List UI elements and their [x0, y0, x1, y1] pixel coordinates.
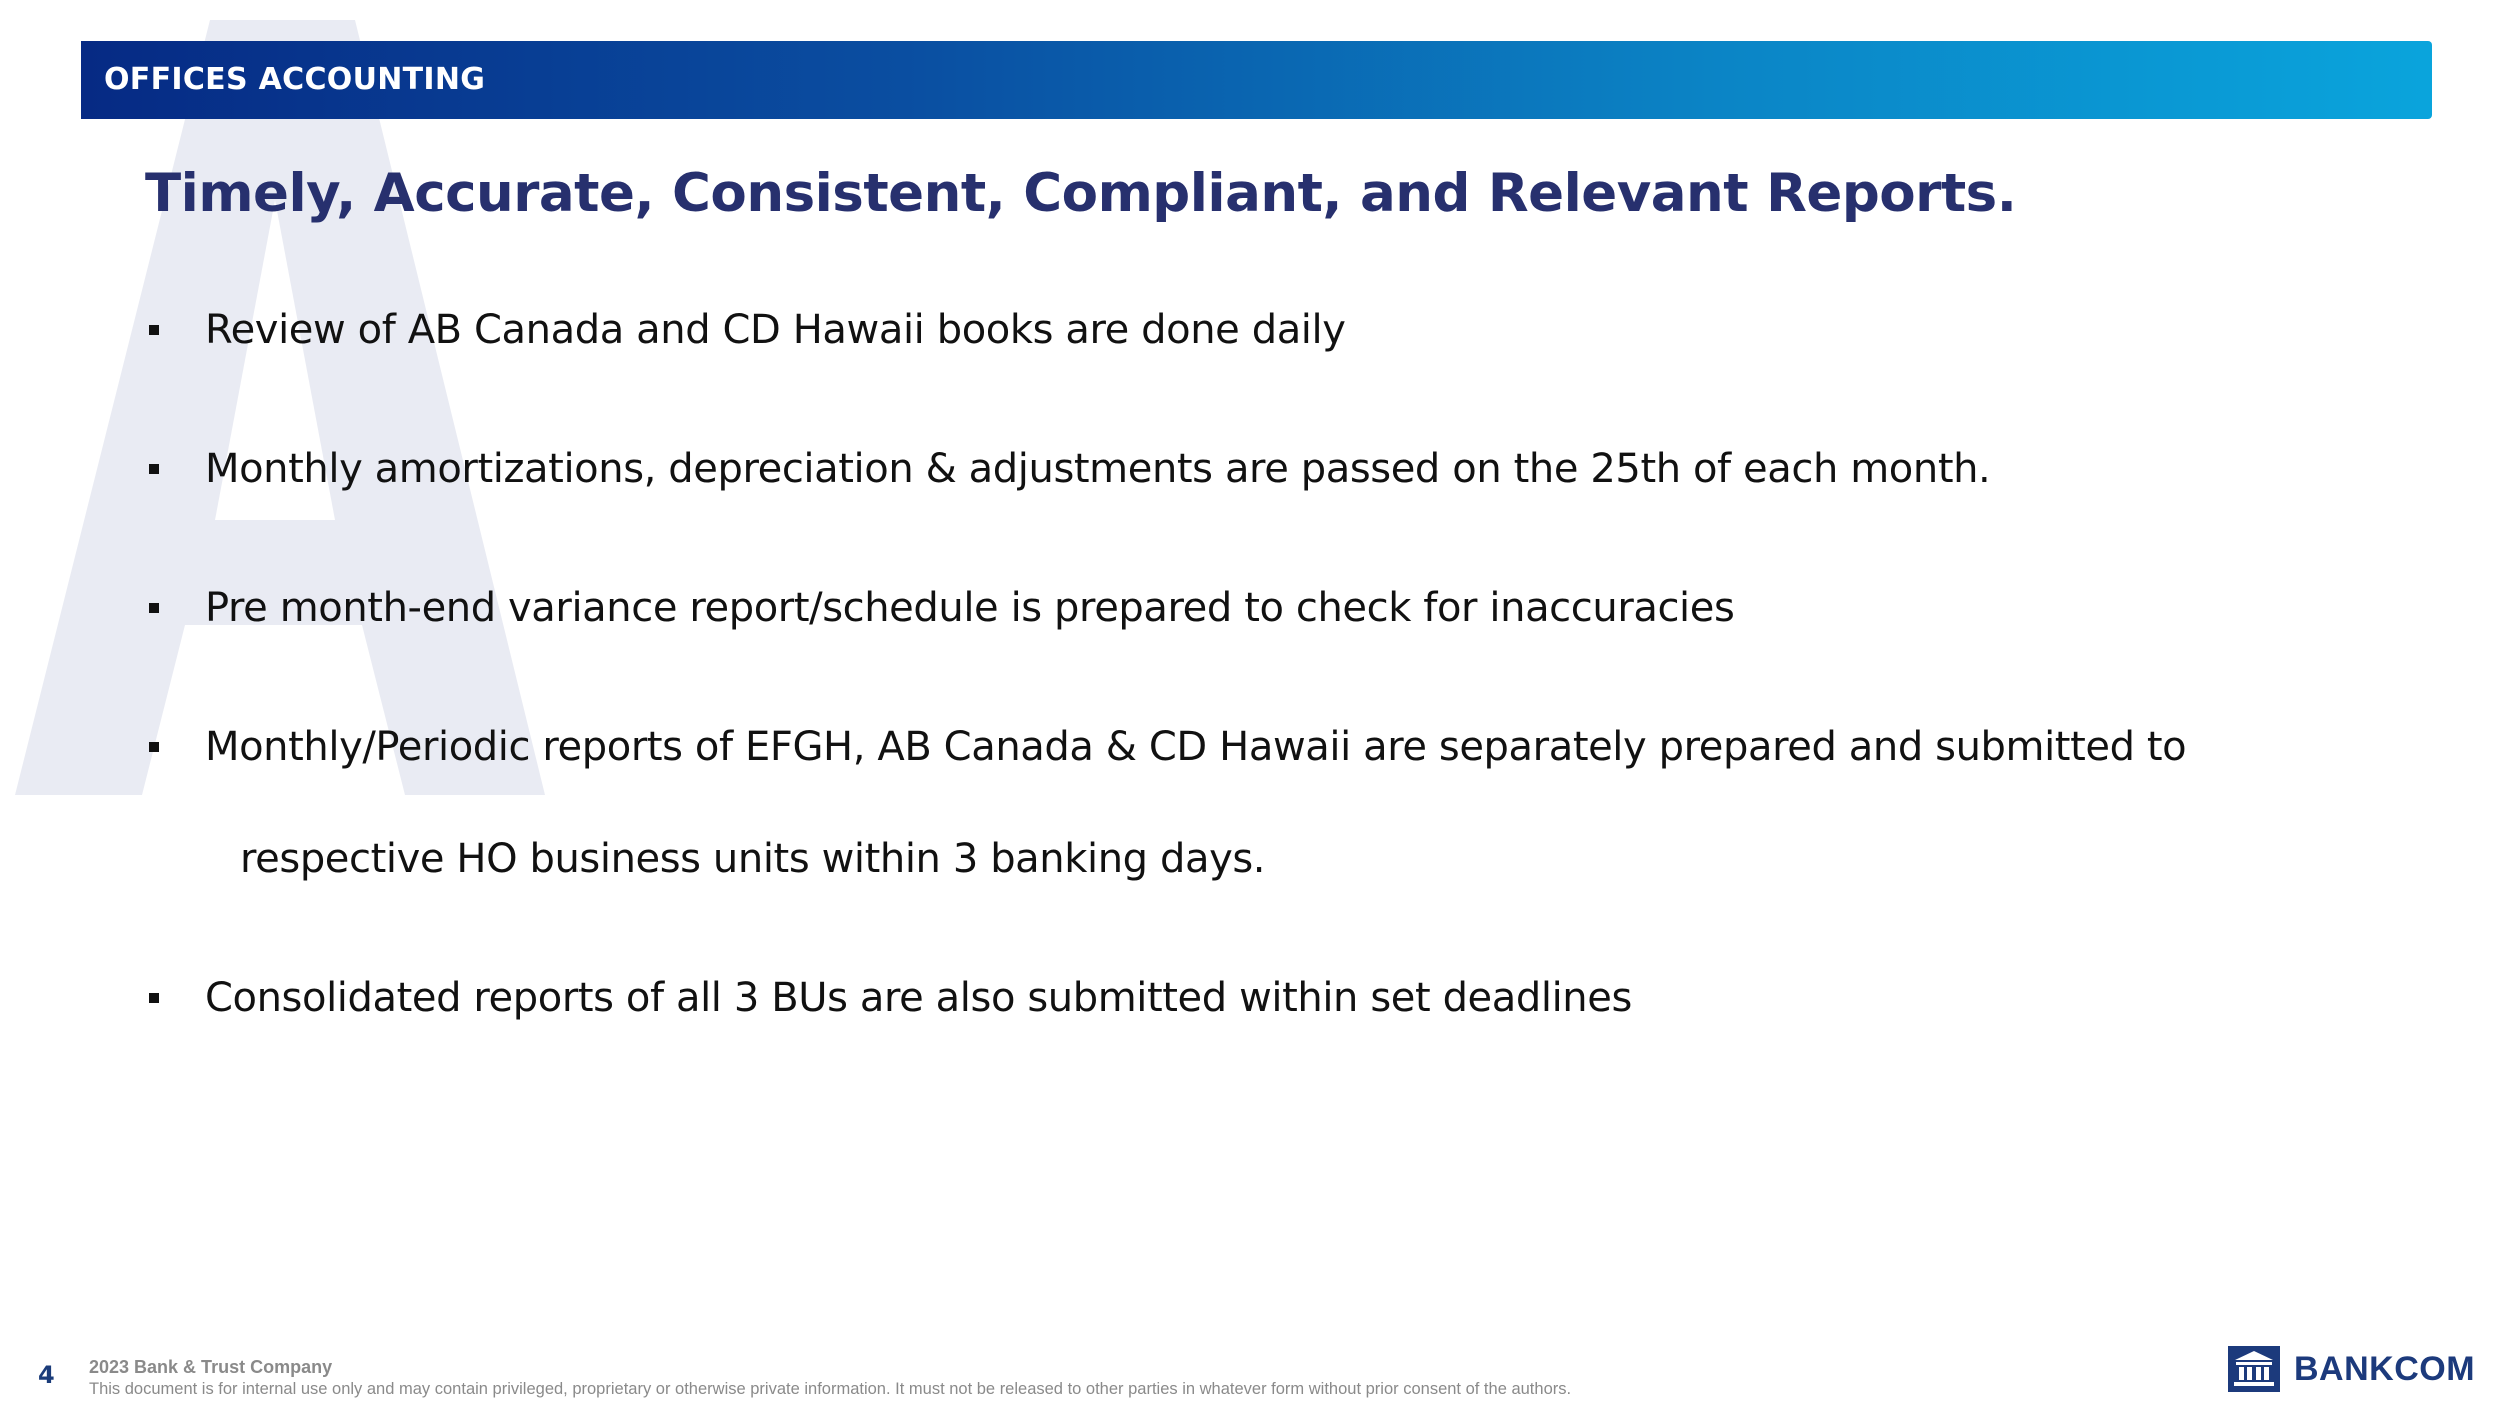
bankcom-logo	[2228, 1346, 2478, 1392]
bullet-marker-icon	[149, 464, 159, 474]
logo-text: BANKCOM	[2294, 1350, 2476, 1388]
footer-company: 2023 Bank & Trust Company	[89, 1357, 333, 1377]
bullet-marker-icon	[149, 603, 159, 613]
bank-building-icon	[2228, 1346, 2280, 1392]
bullet-text: Monthly/Periodic reports of EFGH, AB Canada & CD Hawaii are separately prepared and submitted to	[205, 724, 2187, 770]
bullet-marker-icon	[149, 993, 159, 1003]
section-header-title: OFFICES ACCOUNTING	[104, 62, 486, 97]
bullet-text: Pre month-end variance report/schedule is prepared to check for inaccuracies	[205, 585, 1735, 631]
bullet-text: Consolidated reports of all 3 BUs are also submitted within set deadlines	[205, 975, 1632, 1021]
section-header-bar	[81, 41, 2432, 119]
bullet-continuation-text: respective HO business units within 3 banking days.	[240, 836, 1266, 882]
bullet-text: Monthly amortizations, depreciation & adjustments are passed on the 25th of each month.	[205, 446, 1991, 492]
slide-title: Timely, Accurate, Consistent, Compliant, and Relevant Reports.	[145, 163, 2017, 224]
letter-a-watermark-icon	[10, 0, 550, 800]
bullet-marker-icon	[149, 325, 159, 335]
page-number: 4	[38, 1361, 55, 1389]
bullet-marker-icon	[149, 742, 159, 752]
footer-disclaimer: This document is for internal use only and may contain privileged, proprietary or otherwise private information. It must not be released to other parties in whatever form without prior consent of the authors.	[89, 1380, 1572, 1398]
bullet-text: Review of AB Canada and CD Hawaii books are done daily	[205, 307, 1346, 353]
